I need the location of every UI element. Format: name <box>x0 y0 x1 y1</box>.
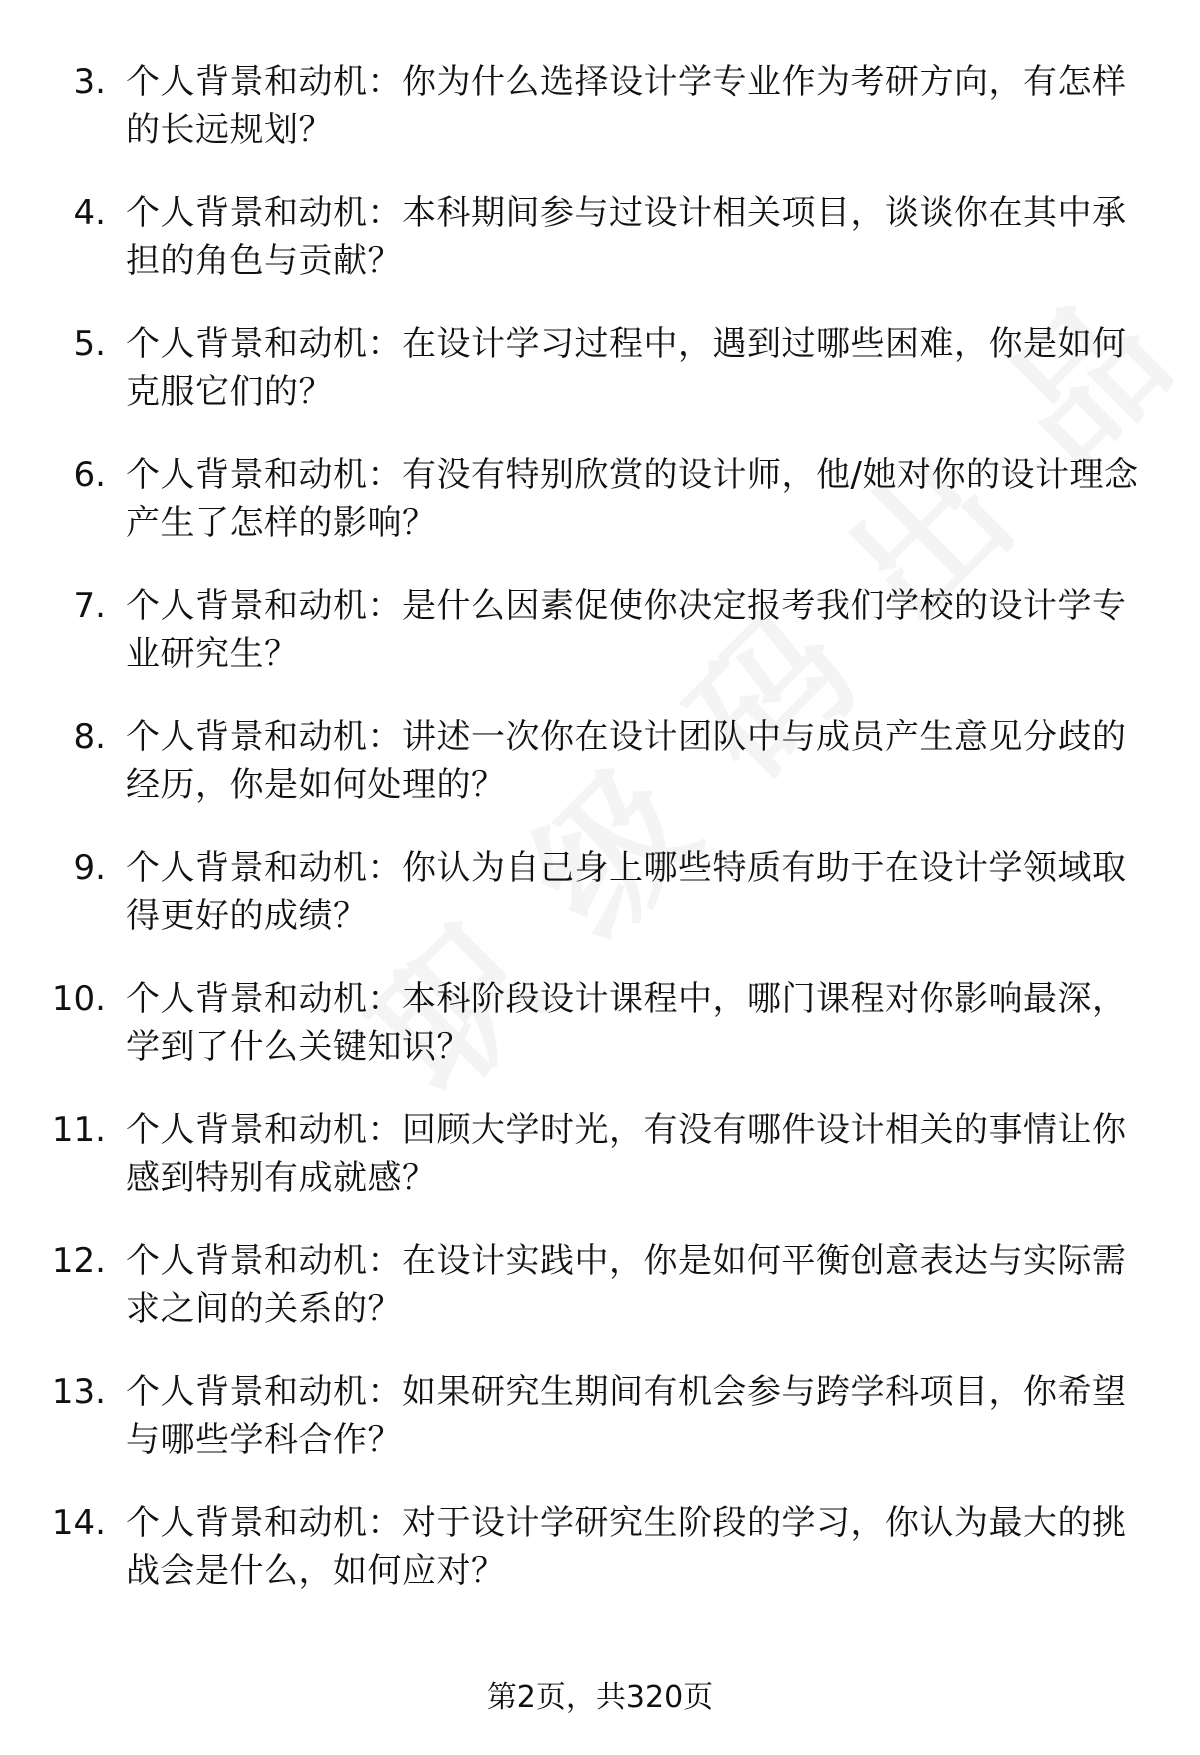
list-item <box>0 713 1200 844</box>
question-text: 个人背景和动机：在设计实践中，你是如何平衡创意表达与实际需求之间的关系的？ <box>126 1241 1127 1329</box>
question-text: 个人背景和动机：讲述一次你在设计团队中与成员产生意见分歧的经历，你是如何处理的？ <box>126 717 1127 805</box>
question-text: 个人背景和动机：本科阶段设计课程中，哪门课程对你影响最深，学到了什么关键知识？ <box>126 979 1127 1067</box>
question-number: 10. <box>51 979 106 1019</box>
question-text: 个人背景和动机：回顾大学时光，有没有哪件设计相关的事情让你感到特别有成就感？ <box>126 1110 1127 1198</box>
question-text: 个人背景和动机：你为什么选择设计学专业作为考研方向，有怎样的长远规划？ <box>126 62 1127 150</box>
list-item <box>0 582 1200 713</box>
question-number: 7. <box>73 586 106 626</box>
list-item <box>0 1368 1200 1499</box>
list-item <box>0 320 1200 451</box>
list-item <box>0 58 1200 189</box>
list-item <box>0 844 1200 975</box>
list-item <box>0 189 1200 320</box>
list-item <box>0 1237 1200 1368</box>
question-number: 9. <box>73 848 106 888</box>
question-number: 4. <box>73 193 106 233</box>
question-list <box>0 58 1200 1630</box>
question-text: 个人背景和动机：如果研究生期间有机会参与跨学科项目，你希望与哪些学科合作？ <box>126 1372 1127 1460</box>
list-item <box>0 975 1200 1106</box>
question-number: 6. <box>73 455 106 495</box>
question-number: 13. <box>51 1372 106 1412</box>
question-text: 个人背景和动机：对于设计学研究生阶段的学习，你认为最大的挑战会是什么，如何应对？ <box>126 1503 1127 1591</box>
list-item <box>0 451 1200 582</box>
question-number: 3. <box>73 62 106 102</box>
page-number-footer: 第2页，共320页 <box>486 1680 714 1715</box>
question-text: 个人背景和动机：有没有特别欣赏的设计师，他/她对你的设计理念产生了怎样的影响？ <box>126 455 1139 543</box>
question-text: 个人背景和动机：是什么因素促使你决定报考我们学校的设计学专业研究生？ <box>126 586 1127 674</box>
list-item <box>0 1106 1200 1237</box>
question-text: 个人背景和动机：在设计学习过程中，遇到过哪些困难，你是如何克服它们的？ <box>126 324 1127 412</box>
question-number: 14. <box>51 1503 106 1543</box>
question-text: 个人背景和动机：你认为自己身上哪些特质有助于在设计学领域取得更好的成绩？ <box>126 848 1127 936</box>
question-number: 5. <box>73 324 106 364</box>
question-number: 12. <box>51 1241 106 1281</box>
question-number: 8. <box>73 717 106 757</box>
question-text: 个人背景和动机：本科期间参与过设计相关项目，谈谈你在其中承担的角色与贡献？ <box>126 193 1127 281</box>
question-number: 11. <box>51 1110 106 1150</box>
list-item <box>0 1499 1200 1630</box>
